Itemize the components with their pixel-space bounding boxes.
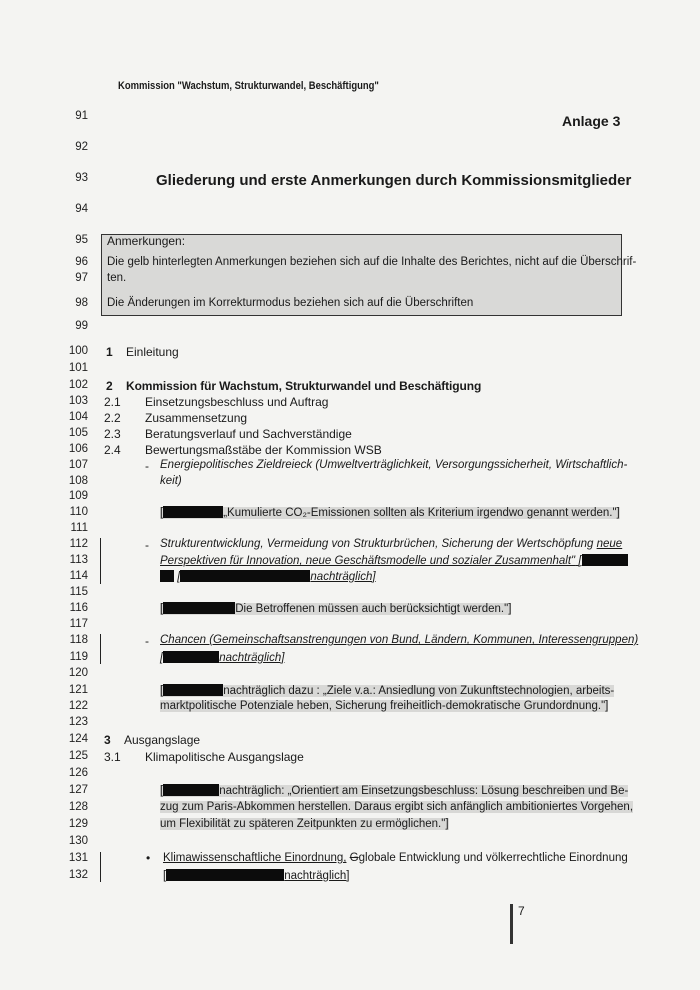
- dash-bullet: -: [145, 634, 149, 648]
- bullet-2-line-2-text: Perspektiven für Innovation, neue Geschäftsmodelle und sozialer Zusammenhalt": [160, 555, 576, 567]
- annex-label: Anlage 3: [562, 113, 621, 129]
- line-number: 122: [68, 700, 88, 712]
- comment-ziele-text-2: marktpolitische Potenziale heben, Sicherung freiheitlich-demokratische Grundordnung."]: [160, 700, 609, 712]
- comment-co2-text: „Kumulierte CO₂-Emissionen sollten als Kriterium irgendwo genannt werden."]: [223, 507, 620, 519]
- notes-line-2: ten.: [107, 272, 127, 284]
- comment-ziele-text-1: nachträglich dazu : „Ziele v.a.: Ansiedlung von Zukunftstechnologien, arbeits-: [223, 685, 615, 697]
- line-number: 102: [68, 379, 88, 391]
- comment-betroffene-text: Die Betroffenen müssen auch berücksichtigt werden."]: [235, 603, 512, 615]
- bullet-4-line-1: [163, 852, 628, 864]
- dash-bullet: -: [145, 538, 149, 552]
- bullet-2-line-1-text: Strukturentwicklung, Vermeidung von Strukturbrüchen, Sicherung der Wertschöpfung: [160, 538, 594, 550]
- change-bar: [100, 634, 101, 664]
- redaction-block: [180, 570, 310, 582]
- notes-line-3: Die Änderungen im Korrekturmodus beziehen sich auf die Überschriften: [107, 297, 474, 309]
- notes-line-1: Die gelb hinterlegten Anmerkungen beziehen sich auf die Inhalte des Berichtes, nicht auf die Überschrif-: [107, 256, 637, 268]
- bullet-2-line-2: [160, 554, 628, 567]
- comment-paris-text-1: nachträglich: „Orientiert am Einsetzungsbeschluss: Lösung beschreiben und Be-: [219, 785, 629, 797]
- redaction-block: [166, 869, 284, 881]
- line-number: 96: [75, 256, 88, 268]
- nachtraeglich-label: nachträglich]: [284, 870, 350, 882]
- page-title: Gliederung und erste Anmerkungen durch Kommissionsmitglieder: [156, 172, 632, 189]
- redaction-block: [163, 684, 223, 696]
- redaction-block: [163, 602, 235, 614]
- line-number: 120: [68, 667, 88, 679]
- line-number: 101: [68, 362, 88, 374]
- section-2-2-title: Zusammensetzung: [145, 411, 248, 425]
- section-2-3-title: Beratungsverlauf und Sachverständige: [145, 427, 352, 441]
- section-1-number: 1: [106, 345, 113, 359]
- section-3-title: Ausgangslage: [124, 733, 201, 747]
- comment-paris-text-3: um Flexibilität zu späteren Zeitpunkten zu ermöglichen."]: [160, 818, 449, 830]
- line-number: 108: [68, 475, 88, 487]
- redaction-block: [163, 651, 219, 663]
- comment-betroffene: [160, 602, 511, 615]
- line-number: 131: [68, 852, 88, 864]
- line-number: 91: [75, 110, 88, 122]
- bracket-open: [: [177, 571, 181, 583]
- comment-paris-line-1: [160, 784, 628, 797]
- line-number: 113: [69, 554, 88, 566]
- line-number: 111: [70, 522, 88, 534]
- dot-bullet: •: [146, 851, 151, 865]
- section-2-3-number: 2.3: [104, 427, 121, 441]
- line-number: 99: [75, 320, 88, 332]
- comment-co2: [160, 506, 620, 519]
- change-bar: [100, 852, 101, 882]
- change-bar: [100, 538, 101, 584]
- section-2-2-number: 2.2: [104, 411, 121, 425]
- section-2-4-title: Bewertungsmaßstäbe der Kommission WSB: [145, 443, 382, 457]
- bullet-4-struck: G: [349, 852, 359, 864]
- line-number: 126: [68, 767, 88, 779]
- line-number: 106: [68, 443, 88, 455]
- nachtraeglich-label: nachträglich]: [310, 571, 376, 583]
- bullet-3-line-2: [160, 651, 284, 664]
- bullet-2-line-3: [160, 570, 376, 583]
- section-3-1-title: Klimapolitische Ausgangslage: [145, 750, 304, 764]
- line-number: 128: [68, 801, 88, 813]
- line-number: 95: [75, 234, 88, 246]
- bracket-open: [: [160, 652, 164, 664]
- line-number: 130: [68, 835, 88, 847]
- bullet-3-line-1: Chancen (Gemeinschaftsanstrengungen von Bund, Ländern, Kommunen, Interessengruppen): [160, 634, 639, 646]
- nachtraeglich-label: nachträglich]: [219, 652, 285, 664]
- line-number: 110: [69, 506, 88, 518]
- bracket-open: [: [160, 603, 164, 615]
- line-number: 92: [75, 141, 88, 153]
- comment-ziele-line-1: [160, 684, 614, 697]
- bullet-2-line-1: [160, 538, 622, 550]
- line-number: 124: [68, 733, 88, 745]
- line-number: 94: [75, 203, 88, 215]
- line-number: 117: [69, 618, 88, 630]
- notes-heading: Anmerkungen:: [107, 234, 186, 248]
- dash-bullet: -: [145, 459, 149, 473]
- line-number: 93: [75, 172, 88, 184]
- line-number: 121: [68, 684, 88, 696]
- line-number: 115: [69, 586, 88, 598]
- comment-paris-text-2: zug zum Paris-Abkommen herstellen. Daraus ergibt sich anfänglich ambitioniertes Vorgehen,: [160, 801, 634, 813]
- section-2-number: 2: [106, 379, 113, 393]
- header-commission: Kommission "Wachstum, Strukturwandel, Beschäftigung": [118, 80, 379, 92]
- bullet-1-line-1: Energiepolitisches Zieldreieck (Umweltverträglichkeit, Versorgungssicherheit, Wirtschaftlich-: [160, 459, 628, 471]
- bullet-2-line-1-new: neue: [596, 538, 623, 550]
- redaction-block: [163, 506, 223, 518]
- line-number: 123: [68, 716, 88, 728]
- bullet-4-line-2: [163, 869, 349, 882]
- section-3-number: 3: [104, 733, 111, 747]
- redaction-block: [160, 570, 174, 582]
- line-number: 97: [75, 272, 88, 284]
- page-number: 7: [518, 904, 525, 918]
- section-2-title: Kommission für Wachstum, Strukturwandel und Beschäftigung: [126, 379, 482, 393]
- line-number: 105: [68, 427, 88, 439]
- line-number: 109: [68, 490, 88, 502]
- comment-ziele-line-2: [160, 700, 608, 712]
- bullet-4-rest: globale Entwicklung und völkerrechtliche Einordnung: [358, 852, 628, 864]
- section-2-1-number: 2.1: [104, 395, 121, 409]
- comment-paris-line-3: [160, 818, 449, 830]
- line-number: 127: [68, 784, 88, 796]
- line-number: 132: [68, 869, 88, 881]
- line-number: 104: [68, 411, 88, 423]
- bullet-1-line-2: keit): [160, 475, 182, 487]
- line-number: 103: [68, 395, 88, 407]
- bracket-open: [: [578, 555, 582, 567]
- bracket-open: [: [160, 507, 164, 519]
- line-number: 114: [69, 570, 88, 582]
- line-number: 129: [68, 818, 88, 830]
- section-2-1-title: Einsetzungsbeschluss und Auftrag: [145, 395, 329, 409]
- bracket-open: [: [163, 870, 167, 882]
- section-3-1-number: 3.1: [104, 750, 121, 764]
- line-number: 116: [69, 602, 88, 614]
- redaction-block: [582, 554, 628, 566]
- page-number-marker: [510, 904, 513, 944]
- line-number: 125: [68, 750, 88, 762]
- comment-paris-line-2: [160, 801, 633, 813]
- line-number: 98: [75, 297, 88, 309]
- section-2-4-number: 2.4: [104, 443, 121, 457]
- section-1-title: Einleitung: [126, 345, 179, 359]
- bracket-open: [: [160, 685, 164, 697]
- redaction-block: [163, 784, 219, 796]
- line-number: 112: [69, 538, 88, 550]
- line-number: 100: [68, 345, 88, 357]
- line-number: 107: [68, 459, 88, 471]
- bullet-4-underlined: Klimawissenschaftliche Einordnung,: [163, 852, 347, 864]
- line-number: 119: [69, 651, 88, 663]
- bracket-open: [: [160, 785, 164, 797]
- line-number: 118: [69, 634, 88, 646]
